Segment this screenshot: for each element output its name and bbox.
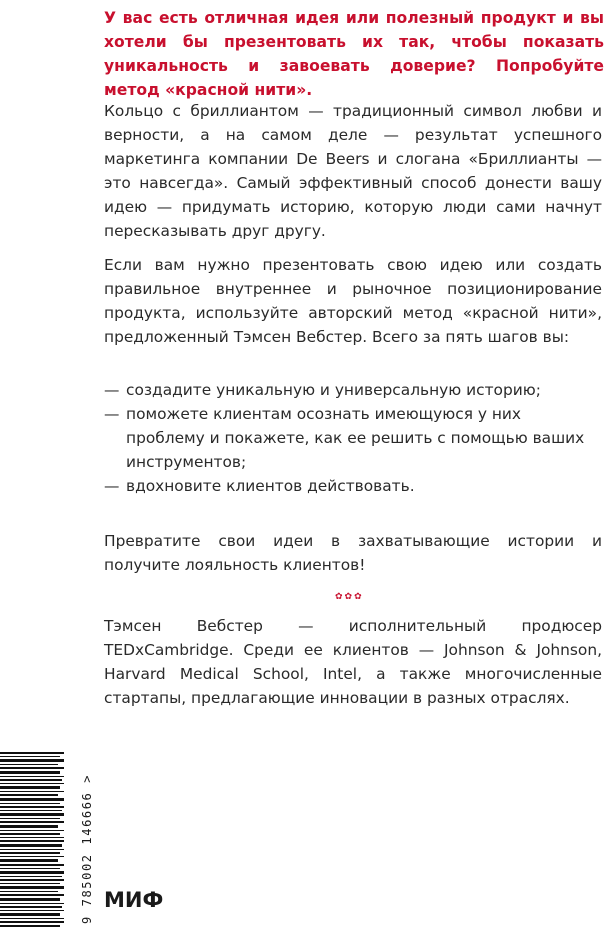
barcode-digits: 9 785002 146666 >: [80, 773, 94, 924]
list-item-text: вдохновите клиентов действовать.: [126, 477, 415, 495]
publisher-logo: МИФ: [104, 888, 164, 912]
flower-ornament-icon: ✿✿✿: [335, 592, 364, 602]
list-item-text: создадите уникальную и универсальную историю;: [126, 381, 541, 399]
list-item: [104, 402, 602, 474]
list-dash: —: [104, 405, 120, 423]
list-item: [104, 378, 602, 402]
steps-list: [104, 378, 602, 498]
author-bio: Тэмсен Вебстер — исполнительный продюсер TEDxCambridge. Среди ее клиентов — Johnson & Johnson, Harvard Medical School, Intel, а также многочисленные стартапы, предлагающие инновации в разных отраслях.: [104, 617, 602, 707]
paragraph-diamond-ring: Кольцо с бриллиантом — традиционный символ любви и верности, а на самом деле — результат успешного маркетинга компании De Beers и слогана «Бриллианты — это навсегда». Самый эффективный способ донести вашу идею — придумать историю, которую люди сами начнут пересказывать друг другу.: [104, 102, 602, 240]
lead-text: У вас есть отличная идея или полезный продукт и вы хотели бы презентовать их так, чтобы показать уникальность и завоевать доверие? Попробуйте метод «красной нити».: [104, 9, 604, 99]
list-item: [104, 474, 602, 498]
paragraph-call-to-action: Превратите свои идеи в захватывающие истории и получите лояльность клиентов!: [104, 532, 602, 574]
list-dash: —: [104, 477, 120, 495]
paragraph-method: Если вам нужно презентовать свою идею или создать правильное внутреннее и рыночное позиционирование продукта, используйте авторский метод «красной нити», предложенный Тэмсен Вебстер. Всего за пять шагов вы:: [104, 256, 602, 346]
barcode-icon: [0, 752, 64, 927]
list-dash: —: [104, 381, 120, 399]
list-item-text: поможете клиентам осознать имеющуюся у них проблему и покажете, как ее решить с помощью ваших инструментов;: [126, 405, 585, 471]
